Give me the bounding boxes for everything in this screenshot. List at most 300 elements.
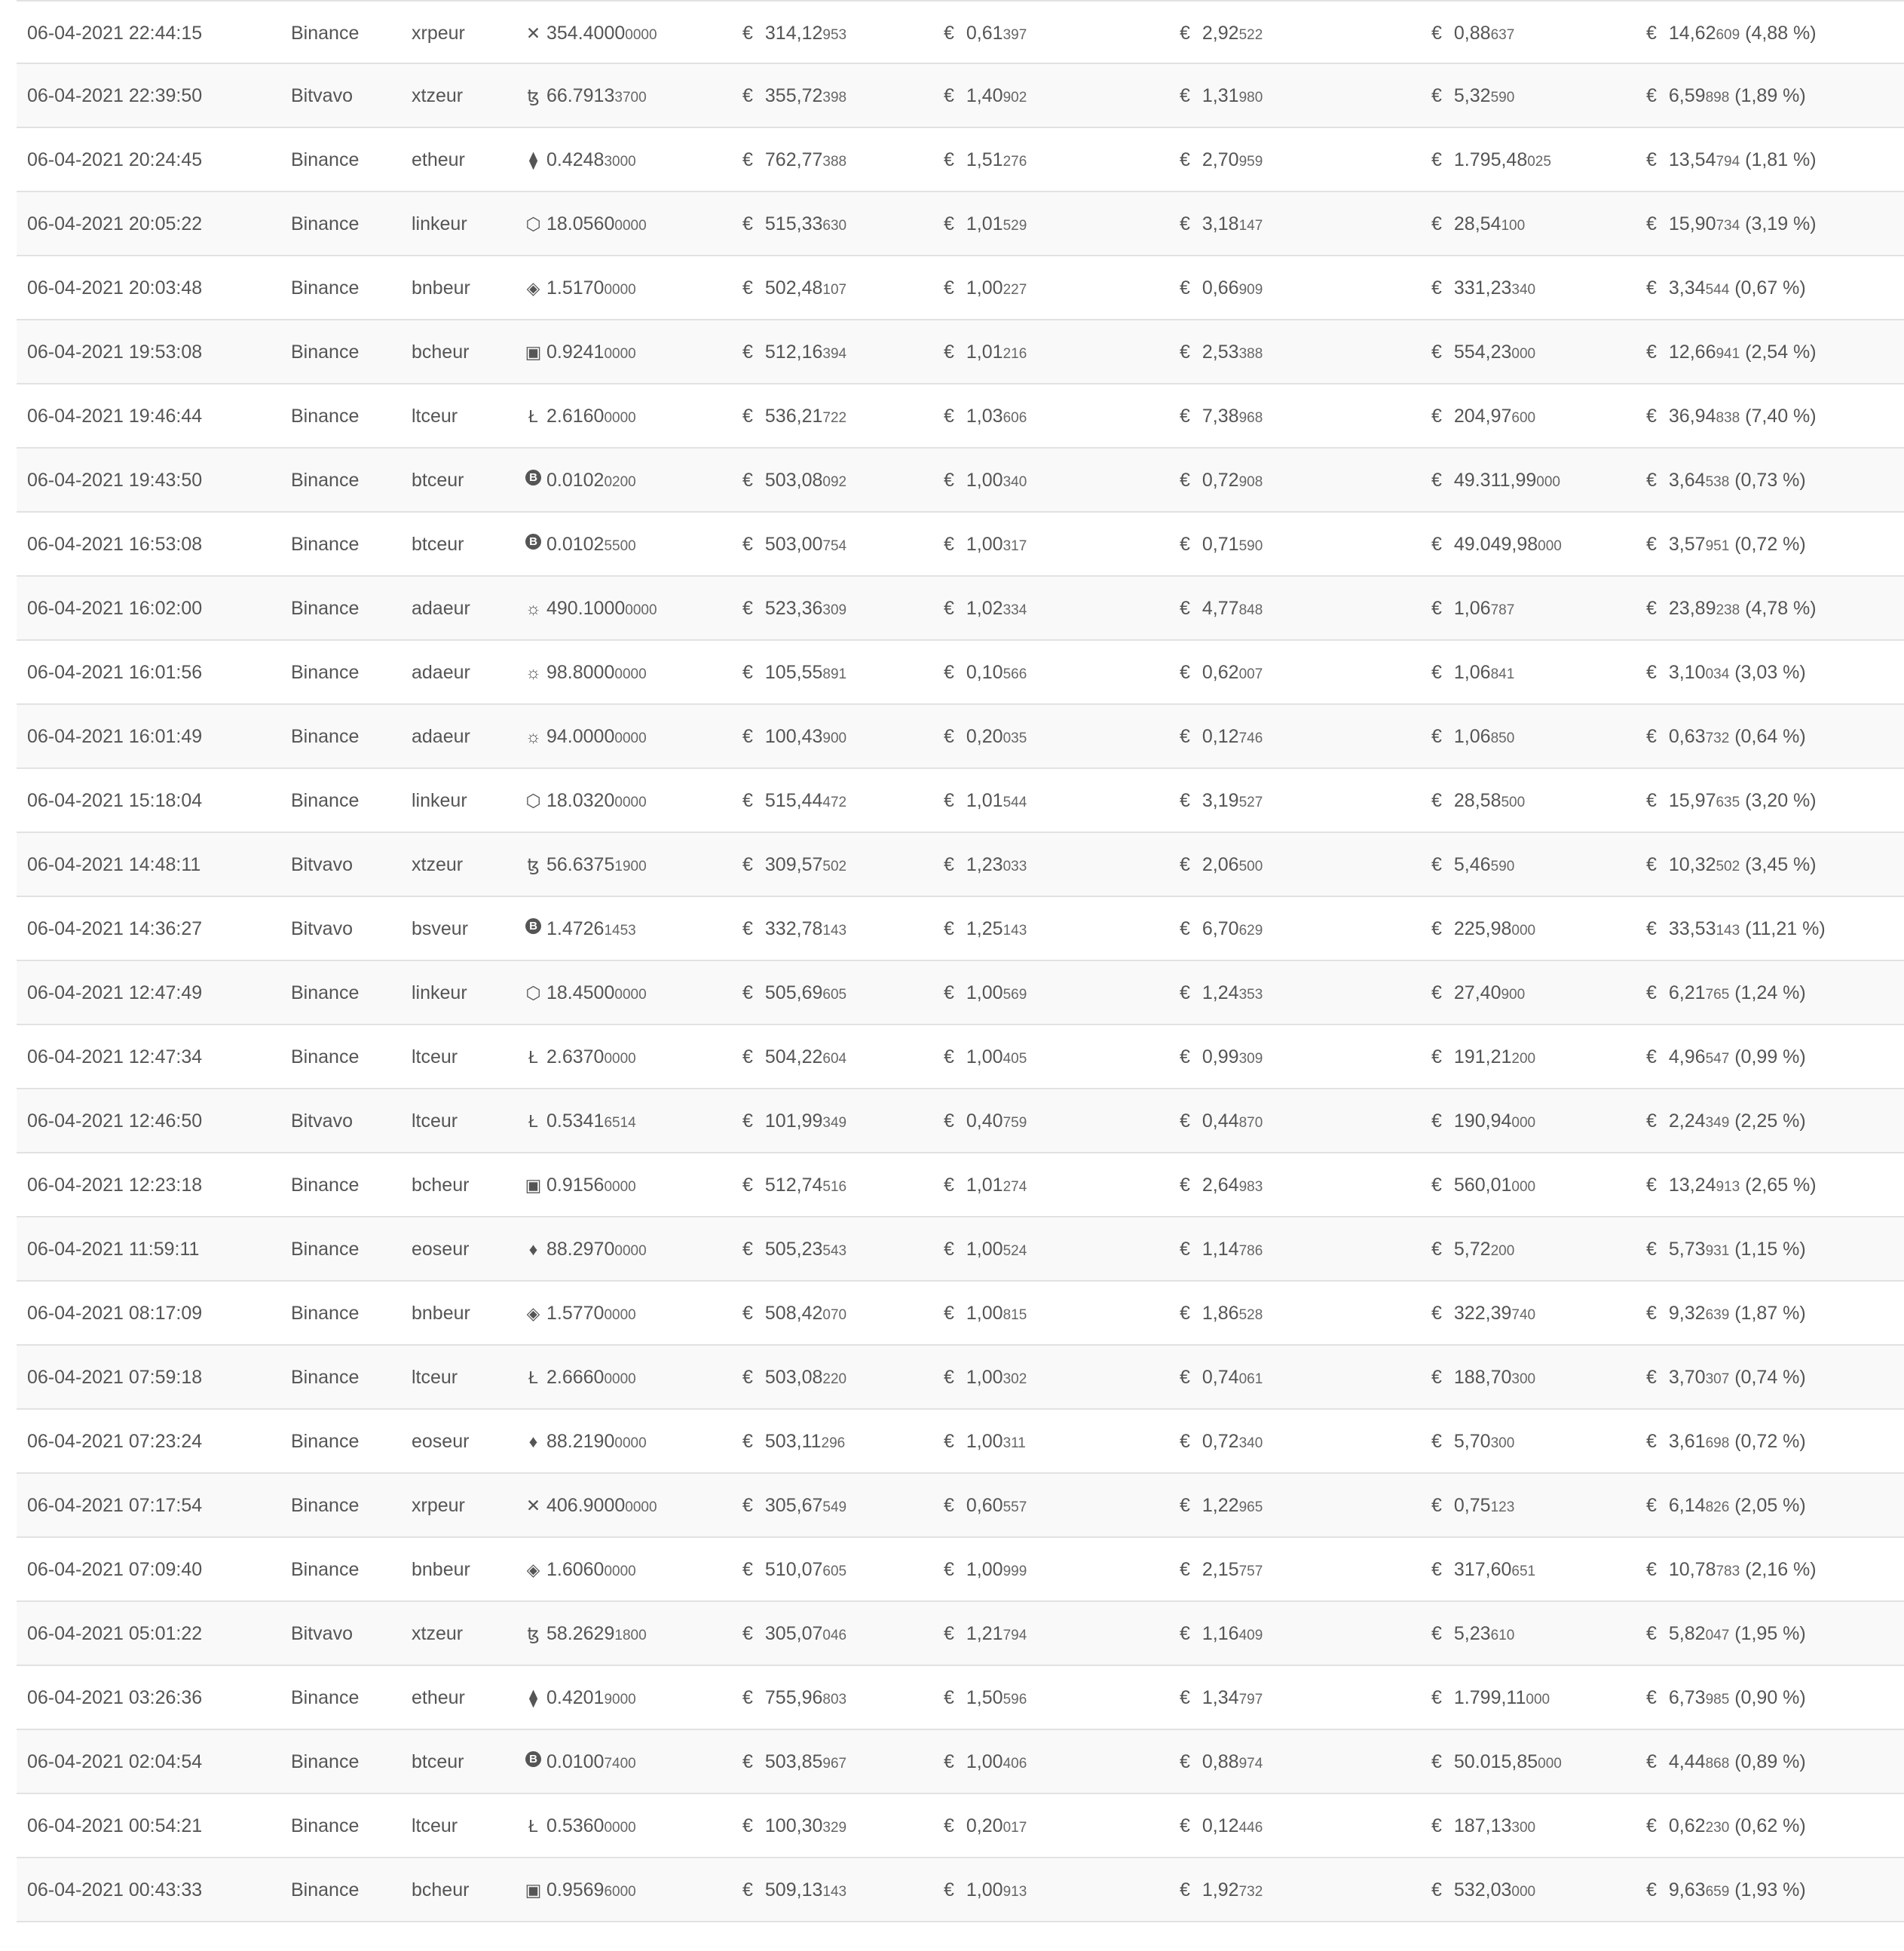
value-main: 755,96	[764, 1687, 823, 1708]
value-decimals: 528	[1238, 1307, 1263, 1323]
pair-cell: etheur	[412, 1687, 465, 1708]
value-main: 1,06	[1453, 598, 1491, 619]
date-cell: 06-04-2021 11:59:11	[27, 1239, 200, 1260]
value-cell	[1180, 192, 1263, 258]
profit-decimals: 502	[1716, 859, 1740, 874]
table-row[interactable]	[17, 833, 1904, 897]
table-row[interactable]	[17, 1153, 1904, 1217]
value-cell	[1180, 897, 1263, 963]
value-main: 28,58	[1453, 790, 1501, 811]
euro-symbol: €	[1180, 598, 1190, 619]
amount-main: 2.6370	[546, 1046, 605, 1067]
date-cell: 06-04-2021 08:17:09	[27, 1303, 203, 1324]
euro-symbol: €	[742, 1239, 753, 1260]
value-main: 505,23	[764, 1239, 823, 1260]
table-row[interactable]	[17, 1025, 1904, 1089]
table-row[interactable]	[17, 256, 1904, 320]
euro-symbol: €	[1431, 790, 1442, 811]
table-row[interactable]	[17, 192, 1904, 256]
value-decimals: 524	[1003, 1243, 1027, 1259]
profit-cell	[1646, 256, 1806, 322]
euro-symbol: €	[1646, 1046, 1657, 1067]
pair-cell: xrpeur	[412, 23, 465, 44]
value-decimals: 651	[1511, 1564, 1536, 1579]
table-row[interactable]	[17, 320, 1904, 384]
litecoin-icon: Ł	[528, 1816, 538, 1836]
table-row[interactable]	[17, 1602, 1904, 1666]
euro-symbol: €	[1180, 1239, 1190, 1260]
fee-cell	[944, 384, 1027, 450]
profit-decimals: 794	[1716, 154, 1740, 170]
profit-decimals: 913	[1716, 1179, 1740, 1195]
table-row[interactable]	[17, 705, 1904, 769]
value-main: 225,98	[1453, 918, 1512, 939]
fee-cell	[944, 961, 1027, 1027]
table-row[interactable]	[17, 1538, 1904, 1602]
euro-symbol: €	[1431, 1303, 1442, 1324]
value-main: 309,57	[764, 854, 823, 875]
amount-decimals: 0000	[604, 346, 636, 362]
amount-main: 1.6060	[546, 1559, 605, 1580]
euro-symbol: €	[944, 1175, 954, 1196]
profit-cell	[1646, 384, 1817, 450]
table-row[interactable]	[17, 1474, 1904, 1538]
table-row[interactable]	[17, 513, 1904, 577]
price-cell	[1431, 1025, 1535, 1091]
value-decimals: 544	[1003, 795, 1027, 810]
value-decimals: 300	[1490, 1435, 1515, 1451]
bitcoin-cash-icon: ▣	[525, 1880, 542, 1900]
euro-symbol: €	[1646, 1110, 1657, 1132]
profit-main: 23,89	[1668, 598, 1716, 619]
value-main: 1,50	[966, 1687, 1003, 1708]
value-decimals: 610	[1490, 1628, 1515, 1643]
price-cell	[1431, 1858, 1535, 1924]
value-cell	[1180, 1153, 1263, 1219]
price-cell	[1431, 961, 1525, 1027]
value-decimals: 732	[1238, 1884, 1263, 1900]
amount-decimals: 0000	[625, 602, 657, 618]
cardano-icon: ☼	[525, 599, 542, 618]
value-decimals: 637	[1490, 27, 1515, 43]
table-row[interactable]	[17, 1346, 1904, 1410]
cost-cell	[742, 1474, 846, 1539]
fee-cell	[944, 1730, 1027, 1796]
profit-cell	[1646, 513, 1806, 578]
table-row[interactable]	[17, 1730, 1904, 1794]
price-cell	[1431, 1794, 1535, 1860]
value-decimals: 902	[1003, 90, 1027, 106]
value-decimals: 349	[822, 1115, 847, 1131]
value-main: 1.795,48	[1453, 149, 1528, 170]
date-cell: 06-04-2021 07:09:40	[27, 1559, 203, 1580]
table-row[interactable]	[17, 128, 1904, 192]
amount-cell	[523, 1410, 647, 1475]
euro-symbol: €	[944, 598, 954, 619]
profit-main: 6,21	[1668, 982, 1706, 1003]
value-cell	[1180, 449, 1263, 514]
bnb-icon: ◈	[526, 1560, 540, 1579]
euro-symbol: €	[1646, 1751, 1657, 1772]
euro-symbol: €	[944, 213, 954, 234]
profit-percent: (1,81 %)	[1745, 149, 1817, 170]
value-cell	[1180, 1474, 1263, 1539]
table-row[interactable]	[17, 64, 1904, 128]
exchange-cell: Binance	[291, 149, 360, 170]
euro-symbol: €	[1431, 854, 1442, 875]
exchange-cell: Binance	[291, 598, 360, 619]
euro-symbol: €	[742, 85, 753, 106]
value-main: 7,38	[1201, 406, 1239, 427]
value-decimals: 754	[822, 538, 847, 554]
euro-symbol: €	[1646, 342, 1657, 363]
table-row[interactable]	[17, 897, 1904, 961]
profit-cell	[1646, 1410, 1806, 1475]
cost-cell	[742, 641, 846, 706]
fee-cell	[944, 1089, 1027, 1155]
value-main: 0,12	[1201, 726, 1239, 747]
euro-symbol: €	[742, 470, 753, 491]
table-row[interactable]	[17, 1794, 1904, 1858]
value-cell	[1180, 2, 1263, 67]
profit-cell	[1646, 192, 1817, 258]
amount-decimals: 0000	[625, 1499, 657, 1515]
profit-cell	[1646, 128, 1817, 194]
value-main: 503,08	[764, 470, 823, 491]
value-cell	[1180, 1602, 1263, 1668]
euro-symbol: €	[1180, 1303, 1190, 1324]
euro-symbol: €	[1180, 1815, 1190, 1836]
cost-cell	[742, 1730, 846, 1796]
table-row[interactable]	[17, 1282, 1904, 1346]
amount-main: 0.0102	[546, 470, 605, 491]
value-decimals: 025	[1527, 154, 1551, 170]
amount-decimals: 0000	[614, 795, 647, 810]
profit-percent: (0,90 %)	[1734, 1687, 1806, 1708]
value-main: 2,64	[1201, 1175, 1239, 1196]
exchange-cell: Binance	[291, 1751, 360, 1772]
profit-decimals: 734	[1716, 218, 1740, 234]
value-cell	[1180, 256, 1263, 322]
value-decimals: 274	[1003, 1179, 1027, 1195]
euro-symbol: €	[1180, 1110, 1190, 1132]
amount-cell	[523, 897, 636, 963]
exchange-cell: Binance	[291, 1431, 360, 1452]
value-cell	[1180, 1858, 1263, 1924]
value-decimals: 746	[1238, 730, 1263, 746]
amount-decimals: 0000	[604, 1051, 636, 1067]
table-row[interactable]	[17, 961, 1904, 1025]
amount-decimals: 5500	[604, 538, 636, 554]
fee-cell	[944, 1217, 1027, 1283]
value-decimals: 500	[1238, 859, 1263, 874]
profit-cell	[1646, 1346, 1806, 1411]
fee-cell	[944, 64, 1027, 130]
value-decimals: 302	[1003, 1371, 1027, 1387]
price-cell	[1431, 705, 1514, 770]
value-decimals: 527	[1238, 795, 1263, 810]
euro-symbol: €	[742, 918, 753, 939]
euro-symbol: €	[944, 1687, 954, 1708]
table-row[interactable]	[17, 1089, 1904, 1153]
profit-decimals: 783	[1716, 1564, 1740, 1579]
euro-symbol: €	[944, 1751, 954, 1772]
amount-main: 1.5170	[546, 277, 605, 299]
table-row[interactable]	[17, 769, 1904, 833]
profit-percent: (1,87 %)	[1734, 1303, 1806, 1324]
value-decimals: 398	[822, 90, 847, 106]
pair-cell: ltceur	[412, 1046, 458, 1067]
profit-decimals: 635	[1716, 795, 1740, 810]
profit-main: 3,34	[1668, 277, 1706, 299]
value-decimals: 000	[1536, 474, 1560, 490]
euro-symbol: €	[1431, 277, 1442, 299]
pair-cell: adaeur	[412, 662, 470, 683]
value-main: 0,72	[1201, 1431, 1239, 1452]
value-decimals: 046	[822, 1628, 847, 1643]
profit-main: 10,78	[1668, 1559, 1716, 1580]
value-main: 0,44	[1201, 1110, 1239, 1132]
profit-percent: (0,89 %)	[1734, 1751, 1806, 1772]
value-main: 762,77	[764, 149, 823, 170]
profit-percent: (0,99 %)	[1734, 1046, 1806, 1067]
value-decimals: 794	[1003, 1628, 1027, 1643]
amount-decimals: 0000	[614, 730, 647, 746]
pair-cell: xrpeur	[412, 1495, 465, 1516]
value-main: 314,12	[764, 23, 823, 44]
pair-cell: ltceur	[412, 406, 458, 427]
table-row[interactable]	[17, 1858, 1904, 1922]
date-cell: 06-04-2021 03:26:36	[27, 1687, 203, 1708]
value-main: 5,32	[1453, 85, 1491, 106]
value-decimals: 296	[821, 1435, 846, 1451]
amount-cell	[523, 769, 647, 835]
cost-cell	[742, 1794, 846, 1860]
euro-symbol: €	[944, 1046, 954, 1067]
amount-decimals: 0000	[604, 1179, 636, 1195]
euro-symbol: €	[944, 534, 954, 555]
exchange-cell: Binance	[291, 23, 360, 44]
pair-cell: ltceur	[412, 1367, 458, 1388]
table-row[interactable]	[17, 384, 1904, 449]
pair-cell: linkeur	[412, 213, 467, 234]
cost-cell	[742, 1217, 846, 1283]
price-cell	[1431, 513, 1562, 578]
profit-cell	[1646, 1153, 1817, 1219]
euro-symbol: €	[742, 662, 753, 683]
profit-main: 36,94	[1668, 406, 1716, 427]
profit-percent: (1,93 %)	[1734, 1879, 1806, 1900]
value-decimals: 107	[822, 282, 847, 298]
value-cell	[1180, 1538, 1263, 1603]
value-main: 1,01	[966, 1175, 1003, 1196]
value-decimals: 220	[822, 1371, 847, 1387]
amount-cell	[523, 1282, 636, 1347]
value-decimals: 759	[1003, 1115, 1027, 1131]
profit-decimals: 765	[1705, 987, 1730, 1003]
price-cell	[1431, 1602, 1514, 1668]
value-main: 1,00	[966, 1046, 1003, 1067]
euro-symbol: €	[1180, 1046, 1190, 1067]
profit-percent: (1,89 %)	[1734, 85, 1806, 106]
profit-main: 3,64	[1668, 470, 1706, 491]
value-decimals: 529	[1003, 218, 1027, 234]
value-decimals: 446	[1238, 1820, 1263, 1836]
value-cell	[1180, 1666, 1263, 1732]
euro-symbol: €	[1646, 85, 1657, 106]
trades-table	[17, 0, 1904, 1922]
pair-cell: ltceur	[412, 1815, 458, 1836]
value-decimals: 959	[1238, 154, 1263, 170]
exchange-cell: Binance	[291, 534, 360, 555]
date-cell: 06-04-2021 15:18:04	[27, 790, 203, 811]
profit-decimals: 544	[1705, 282, 1730, 298]
value-decimals: 017	[1003, 1820, 1027, 1836]
price-cell	[1431, 577, 1514, 642]
exchange-cell: Binance	[291, 1815, 360, 1836]
date-cell: 06-04-2021 20:05:22	[27, 213, 203, 234]
euro-symbol: €	[1646, 23, 1657, 44]
fee-cell	[944, 1025, 1027, 1091]
euro-symbol: €	[1646, 1559, 1657, 1580]
exchange-cell: Binance	[291, 1495, 360, 1516]
exchange-cell: Binance	[291, 1239, 360, 1260]
price-cell	[1431, 2, 1514, 67]
profit-decimals: 898	[1705, 90, 1730, 106]
euro-symbol: €	[1180, 662, 1190, 683]
table-row[interactable]	[17, 449, 1904, 513]
litecoin-icon: Ł	[528, 406, 538, 426]
value-decimals: 000	[1538, 538, 1562, 554]
value-main: 2,92	[1201, 23, 1239, 44]
cost-cell	[742, 1410, 845, 1475]
pair-cell: ltceur	[412, 1110, 458, 1132]
value-decimals: 200	[1511, 1051, 1536, 1067]
euro-symbol: €	[1180, 1367, 1190, 1388]
euro-symbol: €	[1431, 662, 1442, 683]
value-main: 6,70	[1201, 918, 1239, 939]
value-decimals: 340	[1238, 1435, 1263, 1451]
amount-cell	[523, 2, 657, 67]
euro-symbol: €	[1431, 1367, 1442, 1388]
pair-cell: xtzeur	[412, 1623, 464, 1644]
price-cell	[1431, 833, 1514, 899]
exchange-cell: Bitvavo	[291, 85, 353, 106]
date-cell: 06-04-2021 16:53:08	[27, 534, 203, 555]
euro-symbol: €	[944, 406, 954, 427]
profit-decimals: 034	[1705, 666, 1730, 682]
table-row[interactable]	[17, 577, 1904, 641]
value-cell	[1180, 64, 1263, 130]
profit-main: 6,14	[1668, 1495, 1706, 1516]
amount-main: 18.0320	[546, 790, 615, 811]
value-decimals: 974	[1238, 1756, 1263, 1772]
value-decimals: 803	[822, 1692, 847, 1708]
fee-cell	[944, 1538, 1027, 1603]
value-main: 1,00	[966, 1239, 1003, 1260]
euro-symbol: €	[1431, 1175, 1442, 1196]
value-decimals: 908	[1238, 474, 1263, 490]
euro-symbol: €	[1180, 149, 1190, 170]
profit-main: 0,62	[1668, 1815, 1706, 1836]
value-decimals: 406	[1003, 1756, 1027, 1772]
profit-decimals: 047	[1705, 1628, 1730, 1643]
euro-symbol: €	[1431, 1110, 1442, 1132]
value-main: 536,21	[764, 406, 823, 427]
value-main: 1,24	[1201, 982, 1239, 1003]
value-main: 502,48	[764, 277, 823, 299]
profit-cell	[1646, 1025, 1806, 1091]
table-row[interactable]	[17, 1410, 1904, 1474]
value-decimals: 147	[1238, 218, 1263, 234]
cost-cell	[742, 833, 846, 899]
value-decimals: 557	[1003, 1499, 1027, 1515]
value-main: 50.015,85	[1453, 1751, 1538, 1772]
euro-symbol: €	[1180, 726, 1190, 747]
value-cell	[1180, 1217, 1263, 1283]
price-cell	[1431, 1346, 1535, 1411]
profit-percent: (0,64 %)	[1734, 726, 1806, 747]
pair-cell: bcheur	[412, 1175, 470, 1196]
cost-cell	[742, 1346, 846, 1411]
euro-symbol: €	[742, 790, 753, 811]
euro-symbol: €	[944, 662, 954, 683]
profit-main: 3,10	[1668, 662, 1706, 683]
value-main: 1,25	[966, 918, 1003, 939]
euro-symbol: €	[1646, 918, 1657, 939]
table-row[interactable]	[17, 0, 1904, 64]
euro-symbol: €	[1180, 1175, 1190, 1196]
pair-cell: bcheur	[412, 342, 470, 363]
amount-main: 18.4500	[546, 982, 615, 1003]
amount-decimals: 0000	[614, 1435, 647, 1451]
amount-cell	[523, 1346, 636, 1411]
profit-percent: (4,88 %)	[1745, 23, 1817, 44]
value-cell	[1180, 1794, 1263, 1860]
profit-cell	[1646, 961, 1806, 1027]
euro-symbol: €	[1431, 1751, 1442, 1772]
value-decimals: 590	[1238, 538, 1263, 554]
pair-cell: xtzeur	[412, 85, 464, 106]
euro-symbol: €	[1180, 213, 1190, 234]
pair-cell: bnbeur	[412, 277, 470, 299]
amount-cell	[523, 1794, 636, 1860]
euro-symbol: €	[1646, 1815, 1657, 1836]
date-cell: 06-04-2021 07:59:18	[27, 1367, 203, 1388]
table-row[interactable]	[17, 1217, 1904, 1282]
amount-cell	[523, 384, 636, 450]
cost-cell	[742, 1602, 846, 1668]
value-decimals: 092	[822, 474, 847, 490]
euro-symbol: €	[1431, 982, 1442, 1003]
value-decimals: 848	[1238, 602, 1263, 618]
table-row[interactable]	[17, 1666, 1904, 1730]
price-cell	[1431, 1089, 1535, 1155]
value-main: 0,88	[1453, 23, 1491, 44]
table-row[interactable]	[17, 641, 1904, 705]
euro-symbol: €	[1646, 1687, 1657, 1708]
amount-cell	[523, 833, 647, 899]
amount-main: 1.4726	[546, 918, 605, 939]
profit-percent: (2,05 %)	[1734, 1495, 1806, 1516]
price-cell	[1431, 256, 1535, 322]
value-decimals: 965	[1238, 1499, 1263, 1515]
exchange-cell: Bitvavo	[291, 1623, 353, 1644]
pair-cell: bcheur	[412, 1879, 470, 1900]
profit-percent: (7,40 %)	[1745, 406, 1817, 427]
value-main: 1,01	[966, 342, 1003, 363]
value-main: 101,99	[764, 1110, 823, 1132]
